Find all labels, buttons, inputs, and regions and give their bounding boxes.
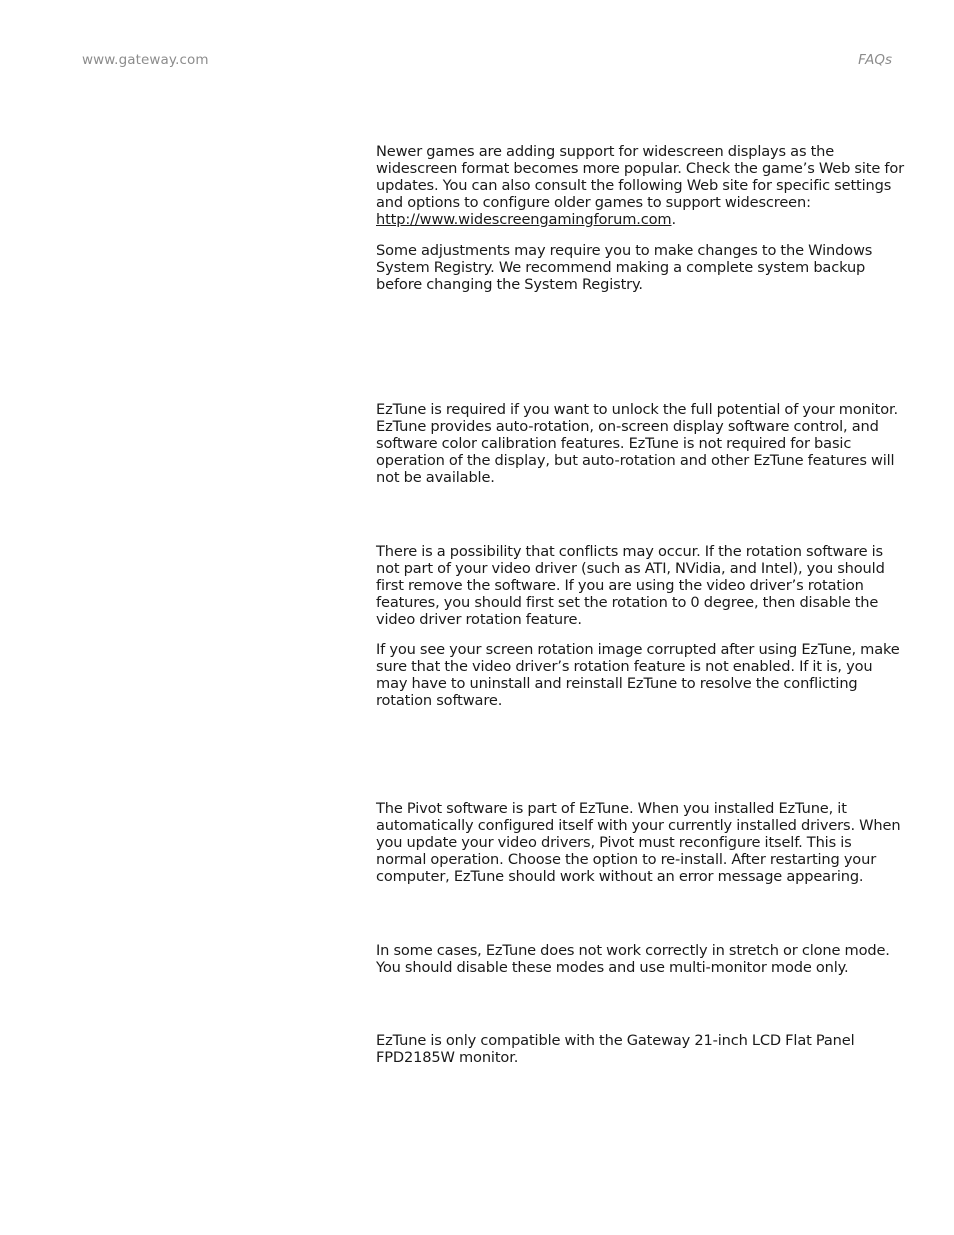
paragraph-stretch-clone-mode: In some cases, EzTune does not work correctly in stretch or clone mode. You should disable these modes and use multi-monitor mode only.: [376, 942, 890, 976]
paragraph-widescreen-end: .: [671, 211, 676, 228]
paragraph-rotation-corrupted: If you see your screen rotation image corrupted after using EzTune, make sure that the video driver’s rotation feature is not enabled. If it is, you may have to uninstall and reinstall EzTune to resolve the conflicting rotation software.: [376, 641, 900, 709]
paragraph-widescreen-games: [376, 143, 904, 228]
header-section-title: FAQs: [858, 52, 892, 68]
header-site-url: www.gateway.com: [82, 52, 209, 68]
paragraph-registry-warning: Some adjustments may require you to make changes to the Windows System Registry. We recommend making a complete system backup before changing the System Registry.: [376, 242, 873, 293]
paragraph-eztune-required: EzTune is required if you want to unlock the full potential of your monitor. EzTune provides auto-rotation, on-screen display software control, and software color calibration features. EzTune is not required for basic operation of the display, but auto-rotation and other EzTune features will not be available.: [376, 401, 898, 486]
paragraph-widescreen-text: Newer games are adding support for widescreen displays as the widescreen format becomes more popular. Check the game’s Web site for updates. You can also consult the following Web site for specific settings and options to configure older games to support widescreen:: [376, 143, 905, 211]
paragraph-compatibility: EzTune is only compatible with the Gateway 21-inch LCD Flat Panel FPD2185W monitor.: [376, 1032, 855, 1066]
paragraph-pivot-software: The Pivot software is part of EzTune. When you installed EzTune, it automatically configured itself with your currently installed drivers. When you update your video drivers, Pivot must reconfigure itself. This is normal operation. Choose the option to re-install. After restarting your computer, EzTune should work without an error message appearing.: [376, 800, 901, 885]
paragraph-rotation-conflicts: There is a possibility that conflicts may occur. If the rotation software is not part of your video driver (such as ATI, NVidia, and Intel), you should first remove the software. If you are using the video driver’s rotation features, you should first set the rotation to 0 degree, then disable the video driver rotation feature.: [376, 543, 885, 628]
widescreen-forum-link[interactable]: http://www.widescreengamingforum.com: [376, 211, 672, 228]
